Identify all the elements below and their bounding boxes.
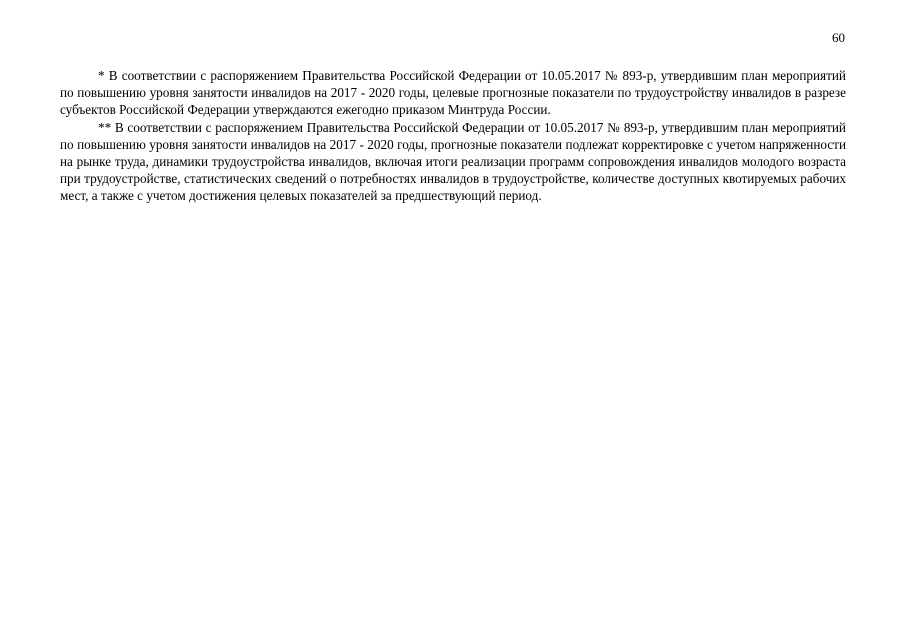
footnote-double-asterisk: ** В соответствии с распоряжением Правительства Российской Федерации от 10.05.2017 № 893-р, утвердившим план мероприятий по повышению уровня занятости инвалидов на 2017 - 2020 годы, прогнозные показатели подлежат корректировке с учетом напряженности на рынке труда, динамики трудоустройства инвалидов, включая итоги реализации программ сопровождения инвалидов молодого возраста при трудоустройстве, статистических сведений о потребностях инвалидов в трудоустройстве, количестве доступных квотируемых рабочих мест, а также с учетом достижения целевых показателей за предшествующий период. xyxy=(60,119,846,204)
footnotes-section xyxy=(60,67,846,205)
page-number: 60 xyxy=(832,30,845,45)
footnote-single-asterisk: * В соответствии с распоряжением Правительства Российской Федерации от 10.05.2017 № 893-р, утвердившим план мероприятий по повышению уровня занятости инвалидов на 2017 - 2020 годы, целевые прогнозные показатели по трудоустройству инвалидов в разрезе субъектов Российской Федерации утверждаются ежегодно приказом Минтруда России. xyxy=(60,68,846,118)
